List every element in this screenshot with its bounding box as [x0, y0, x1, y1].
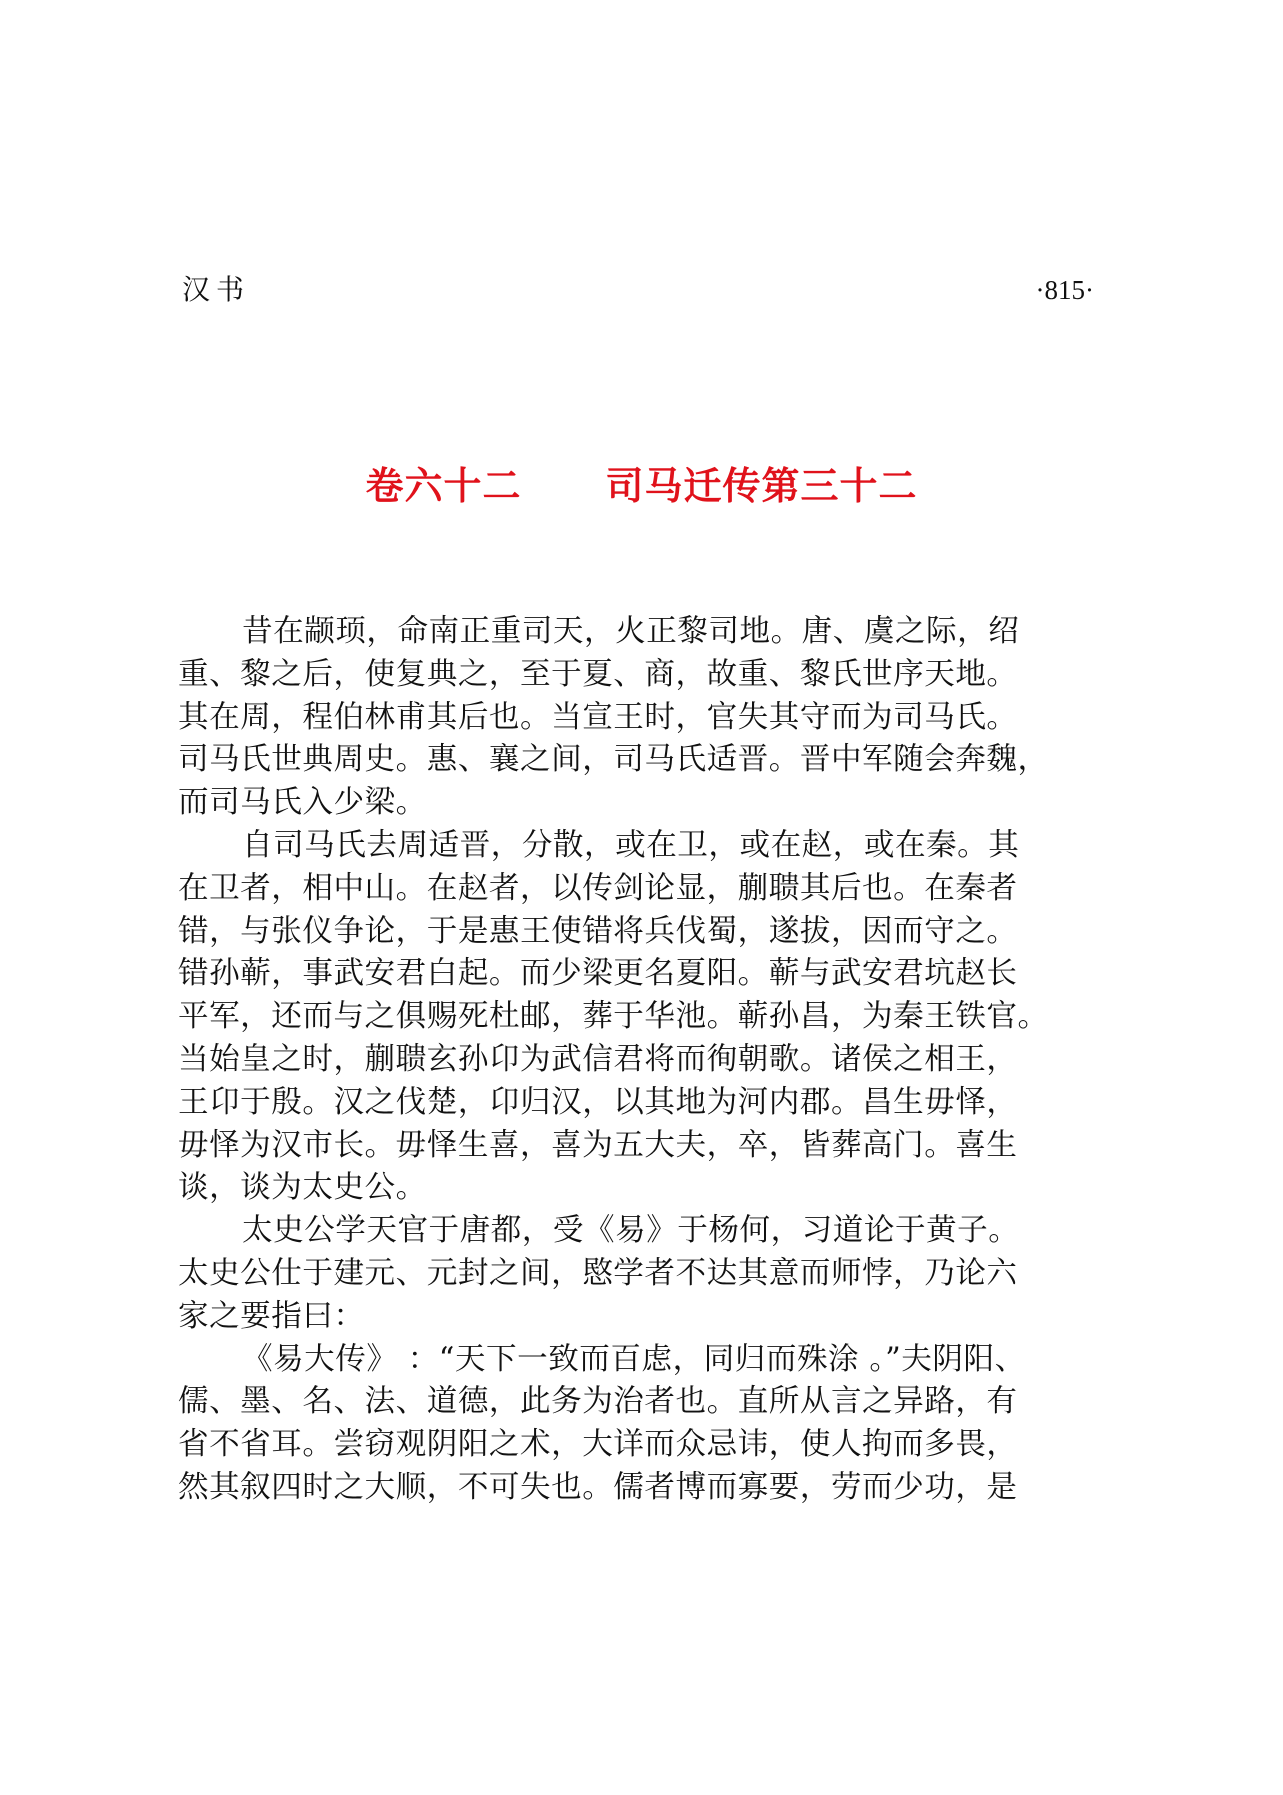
text-line: 王卬于殷。汉之伐楚，卬归汉，以其地为河内郡。昌生毋怿，: [178, 1084, 1018, 1120]
chapter-title: [0, 458, 1283, 514]
text-line: 昔在颛顼，命南正重司天，火正黎司地。唐、虞之际，绍: [242, 614, 1020, 649]
text-line: 太史公仕于建元、元封之间，愍学者不达其意而师悖，乃论六: [178, 1255, 1018, 1291]
chapter-volume: 卷六十二: [365, 464, 522, 508]
text-line: 其在周，程伯林甫其后也。当宣王时，官失其守而为司马氏。: [178, 699, 1018, 735]
text-line: 重、黎之后，使复典之，至于夏、商，故重、黎氏世序天地。: [178, 656, 1018, 692]
text-line: 而司马氏入少梁。: [178, 785, 427, 821]
text-line: 省不省耳。尝窃观阴阳之术，大详而众忌讳，使人拘而多畏，: [178, 1427, 1018, 1463]
page-header: [182, 268, 1094, 312]
text-line: 家之要指曰：: [178, 1298, 365, 1334]
page-number: ·815·: [1035, 275, 1094, 305]
text-line: 在卫者，相中山。在赵者，以传剑论显，蒯聩其后也。在秦者: [178, 870, 1018, 906]
text-line: 谈，谈为太史公。: [178, 1170, 427, 1206]
text-line: 毋怿为汉市长。毋怿生喜，喜为五大夫，卒，皆葬高门。喜生: [178, 1127, 1018, 1163]
text-line: 自司马氏去周适晋，分散，或在卫，或在赵，或在秦。其: [242, 827, 1020, 863]
text-line: 平军，还而与之俱赐死杜邮，葬于华池。蕲孙昌，为秦王铁官。: [178, 999, 1049, 1035]
body-text: [178, 611, 1098, 1510]
running-title: 汉书: [182, 273, 251, 306]
text-line: 司马氏世典周史。惠、襄之间，司马氏适晋。晋中军随会奔魏，: [178, 742, 1049, 778]
text-line: 错孙蕲，事武安君白起。而少梁更名夏阳。蕲与武安君坑赵长: [178, 956, 1018, 992]
text-line: 《易大传》 ：“天下一致而百虑，同归而殊涂 。”夫阴阳、: [242, 1341, 1026, 1377]
text-line: 儒、墨、名、法、道德，此务为治者也。直所从言之异路，有: [178, 1384, 1018, 1420]
chapter-name: 司马迁传第三十二: [605, 464, 918, 508]
text-line: 当始皇之时，蒯聩玄孙卬为武信君将而徇朝歌。诸侯之相王，: [178, 1041, 1018, 1077]
text-line: 错，与张仪争论，于是惠王使错将兵伐蜀，遂拔，因而守之。: [178, 913, 1018, 949]
text-line: 然其叙四时之大顺，不可失也。儒者博而寡要，劳而少功，是: [178, 1469, 1018, 1505]
text-line: 太史公学天官于唐都，受《易》于杨何，习道论于黄子。: [242, 1213, 1020, 1249]
